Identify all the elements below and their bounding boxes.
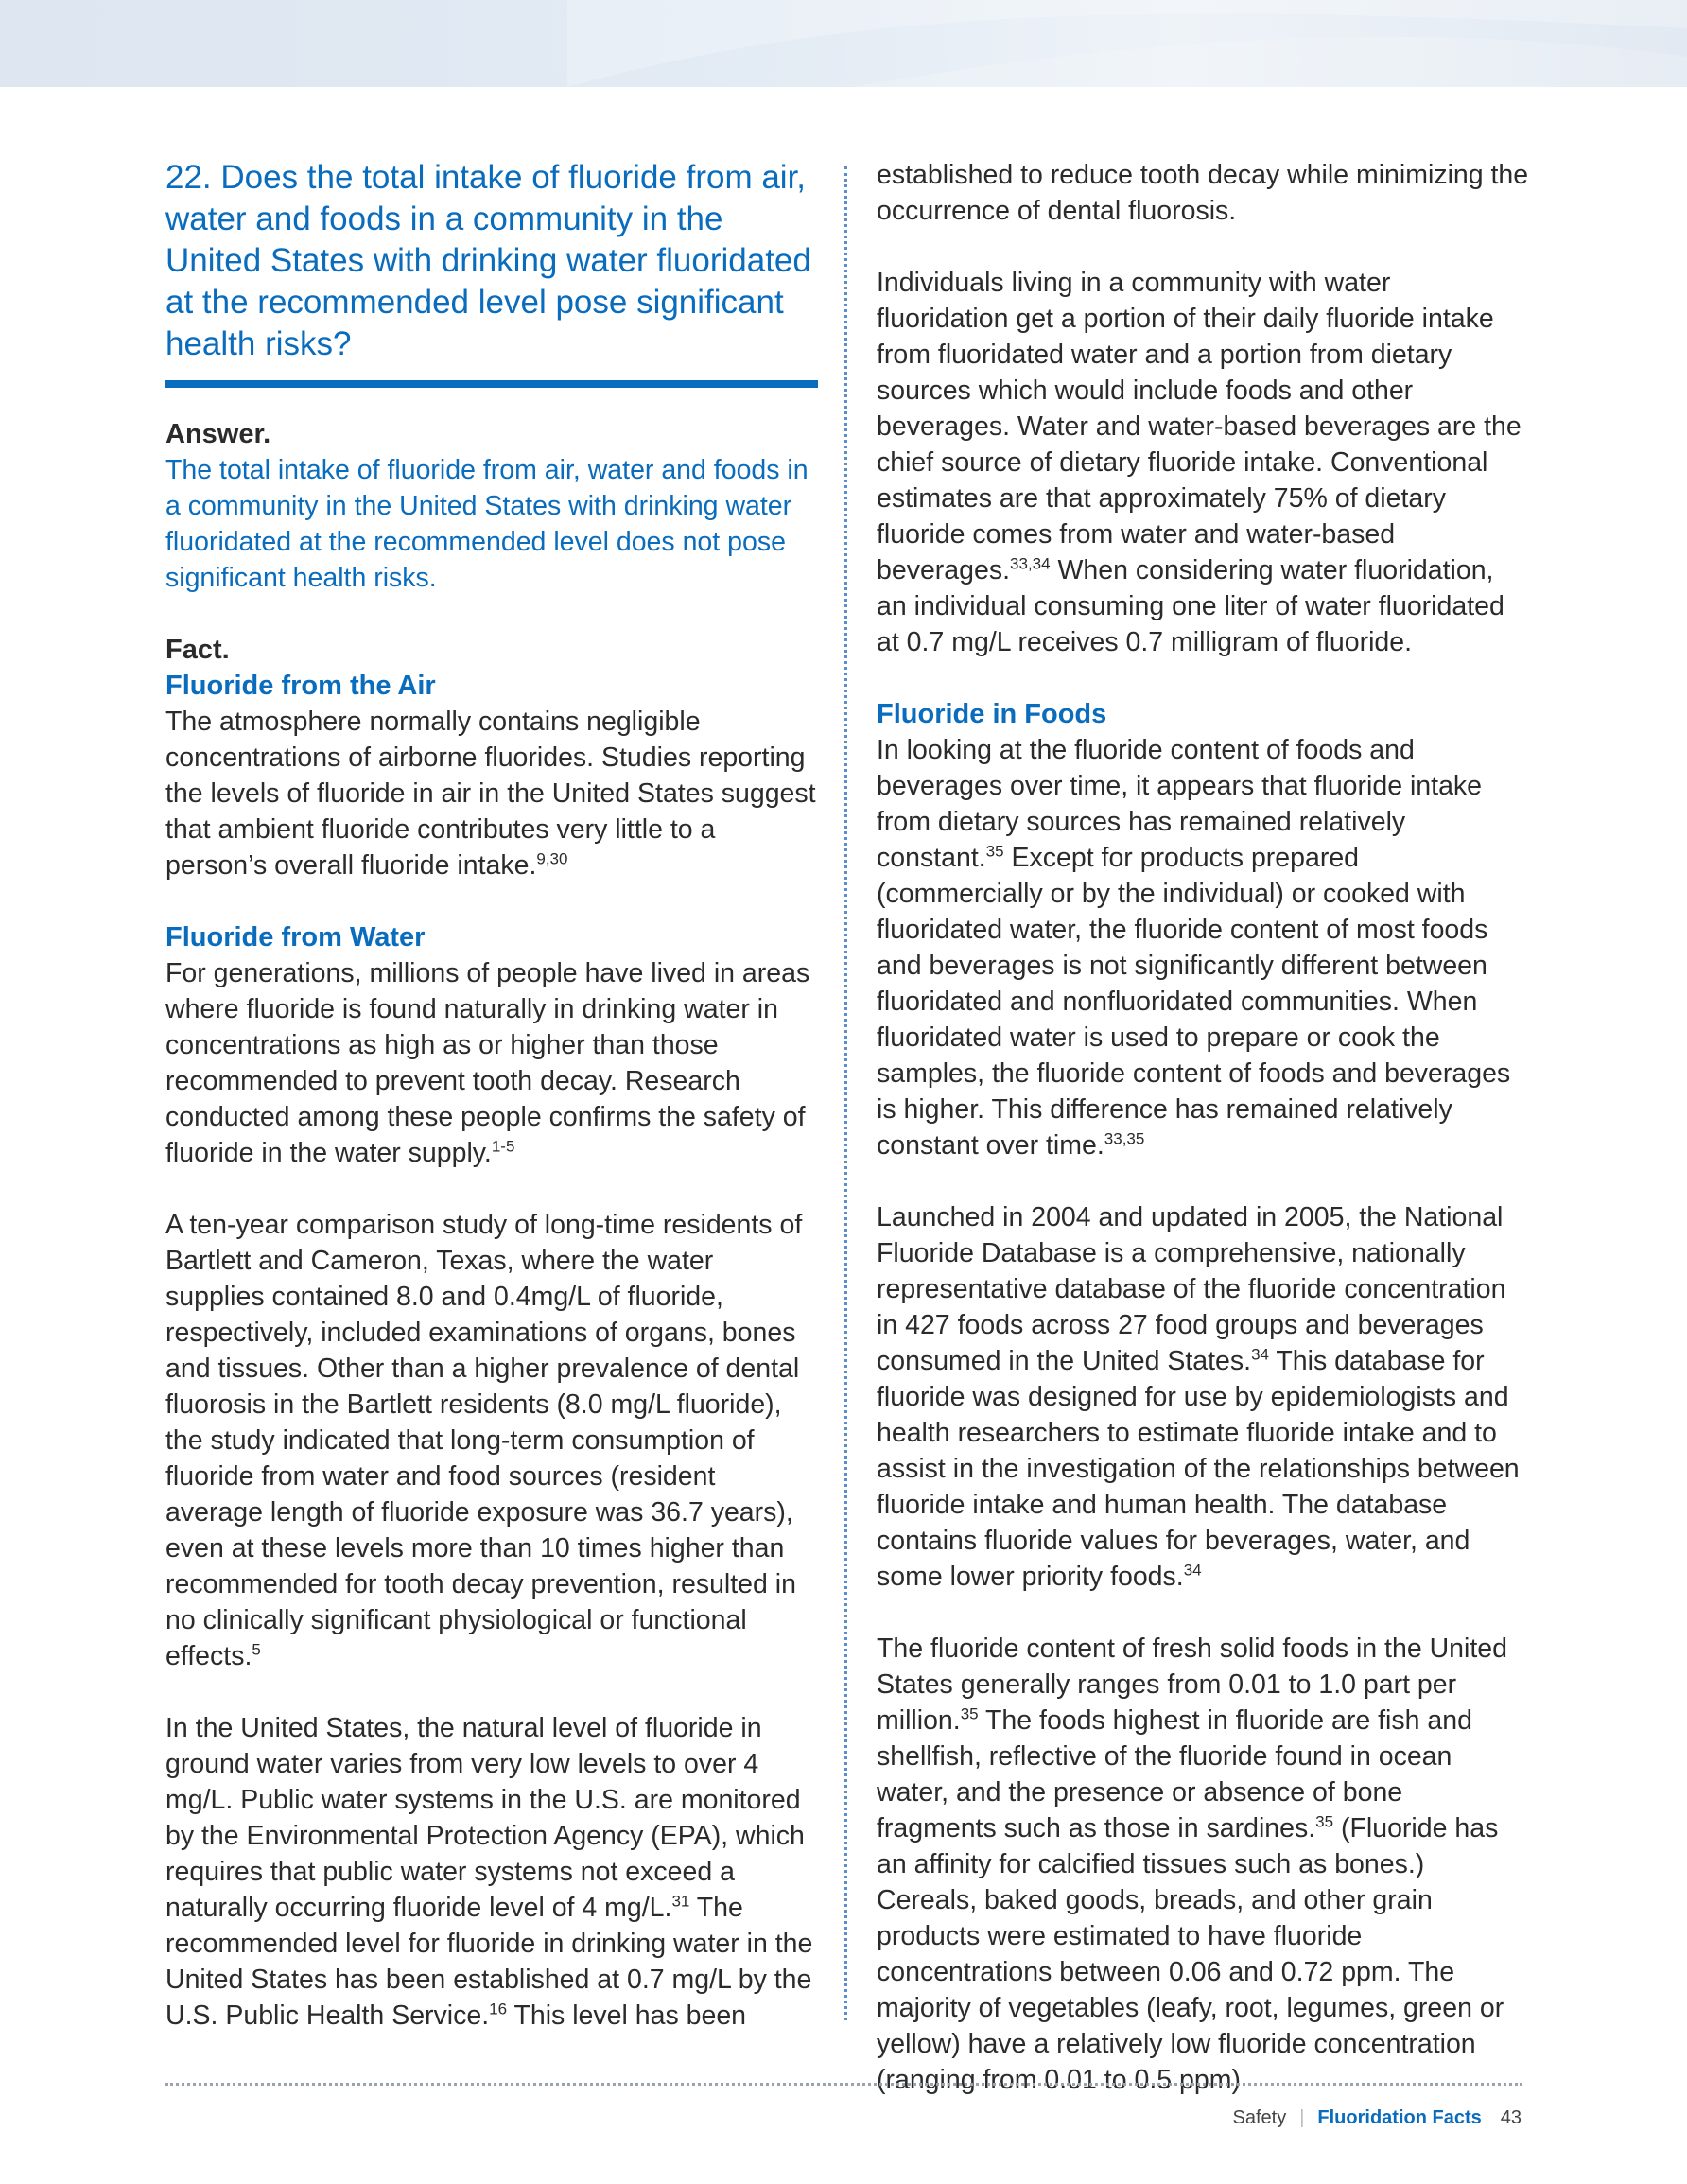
water-heading: Fluoride from Water [165, 922, 426, 952]
citation: 34 [1251, 1345, 1269, 1364]
citation: 35 [1315, 1812, 1334, 1831]
citation: 35 [985, 842, 1004, 861]
water-paragraph-1: For generations, millions of people have lived in areas where fluoride is found naturally in drinking water in concentrations as high as or higher than those recommended to prevent tooth decay. Research conducted among these people confirms the safety of fluoride in the water supply.$^{1-5}$ [165, 958, 810, 1168]
citation: 16 [489, 2000, 508, 2018]
footer-rule [165, 2083, 1522, 2086]
citation: 35 [960, 1704, 979, 1723]
citation: 1-5 [491, 1137, 515, 1156]
citation: 34 [1183, 1561, 1202, 1580]
header-band [0, 0, 1687, 87]
water-paragraph-4: Individuals living in a community with water fluoridation get a portion of their daily fluoride intake from fluoridated water and a portion from dietary sources which would include foods and other beverages. Water and water-based beverages are the chief source of dietary fluoride intake. Conventional estimates are that approximately 75% of dietary fluoride comes from water and water-based beverages.$^{33,34}$ When considering water fluoridation, an individual consuming one liter of water fluoridated at 0.7 mg/L receives 0.7 milligram of fluoride. [877, 268, 1522, 657]
air-heading: Fluoride from the Air [165, 671, 436, 701]
footer-separator: | [1299, 2107, 1305, 2128]
citation: 33,34 [1010, 554, 1051, 573]
page-footer [1233, 2105, 1522, 2130]
water-paragraph-3-continued: established to reduce tooth decay while minimizing the occurrence of dental fluorosis. [877, 160, 1529, 226]
water-paragraph-2: A ten-year comparison study of long-time residents of Bartlett and Cameron, Texas, where the water supplies contained 8.0 and 0.4mg/L of fluoride, respectively, included examinations of organs, bones and tissues. Other than a higher prevalence of dental fluorosis in the Bartlett residents (8.0 mg/L fluoride), the study indicated that long-term consumption of fluoride from water and food sources (resident average length of fluoride exposure was 36.7 years), even at these levels more than 10 times higher than recommended for tooth decay prevention, resulted in no clinically significant physiological or functional effects.$^5$ [165, 1210, 803, 1671]
footer-publication: Fluoridation Facts [1317, 2107, 1482, 2128]
citation: 33,35 [1104, 1129, 1145, 1148]
foods-heading: Fluoride in Foods [877, 699, 1107, 729]
question-heading: 22. Does the total intake of fluoride from air, water and foods in a community in the United States with drinking water fluoridated at the recommended level pose significant health risks? [165, 159, 811, 362]
water-paragraph-3-start: In the United States, the natural level of fluoride in ground water varies from very low levels to over 4 mg/L. Public water systems in the U.S. are monitored by the Environmental Protection Agency (EPA), which requires that public water systems not exceed a naturally occurring fluoride level of 4 mg/L.$^{31}$ The recommended level for fluoride in drinking water in the United States has been established at 0.7 mg/L by the U.S. Public Health Service.$^{16}$ This level has been [165, 1713, 813, 2031]
citation: 9,30 [536, 849, 568, 868]
footer-section: Safety [1232, 2107, 1287, 2128]
answer-label: Answer. [165, 419, 271, 449]
citation: 31 [671, 1892, 690, 1911]
column-divider [844, 166, 847, 2020]
citation: 5 [252, 1640, 261, 1659]
fact-label: Fact. [165, 635, 230, 665]
answer-text: The total intake of fluoride from air, water and foods in a community in the United States with drinking water fluoridated at the recommended level does not pose significant health risks. [165, 455, 809, 593]
page-number: 43 [1500, 2107, 1522, 2128]
left-column [165, 157, 818, 2034]
question-rule [165, 380, 818, 388]
foods-paragraph-1: In looking at the fluoride content of foods and beverages over time, it appears that fluoride intake from dietary sources has remained relatively constant.$^{35}$ Except for products prepared (commercially or by the individual) or cooked with fluoridated water, the fluoride content of most foods and beverages is not significantly different between fluoridated and nonfluoridated communities. When fluoridated water is used to prepare or cook the samples, the fluoride content of foods and beverages is higher. This difference has remained relatively constant over time.$^{33,35}$ [877, 735, 1511, 1161]
air-paragraph: The atmosphere normally contains negligible concentrations of airborne fluorides. Studies reporting the levels of fluoride in air in the United States suggest that ambient fluoride contributes very little to a person’s overall fluoride intake.$^{9,30}$ [165, 707, 816, 881]
header-wave-decoration [0, 0, 1687, 87]
right-column [877, 157, 1529, 2098]
foods-paragraph-3: The fluoride content of fresh solid foods in the United States generally ranges from 0.01 to 1.0 part per million.$^{35}$ The foods highest in fluoride are fish and shellfish, reflective of the fluoride found in ocean water, and the presence or absence of bone fragments such as those in sardines.$^{35}$ (Fluoride has an affinity for calcified tissues such as bones.) Cereals, baked goods, breads, and other grain products were estimated to have fluoride concentrations between 0.06 and 0.72 ppm. The majority of vegetables (leafy, root, legumes, green or yellow) have a relatively low fluoride concentration (ranging from 0.01 to 0.5 ppm) [877, 1634, 1507, 2095]
foods-paragraph-2: Launched in 2004 and updated in 2005, the National Fluoride Database is a comprehensive, nationally representative database of the fluoride concentration in 427 foods across 27 food groups and beverages consumed in the United States.$^{34}$ This database for fluoride was designed for use by epidemiologists and health researchers to estimate fluoride intake and to assist in the investigation of the relationships between fluoride intake and human health. The database contains fluoride values for beverages, water, and some lower priority foods.$^{34}$ [877, 1202, 1520, 1592]
